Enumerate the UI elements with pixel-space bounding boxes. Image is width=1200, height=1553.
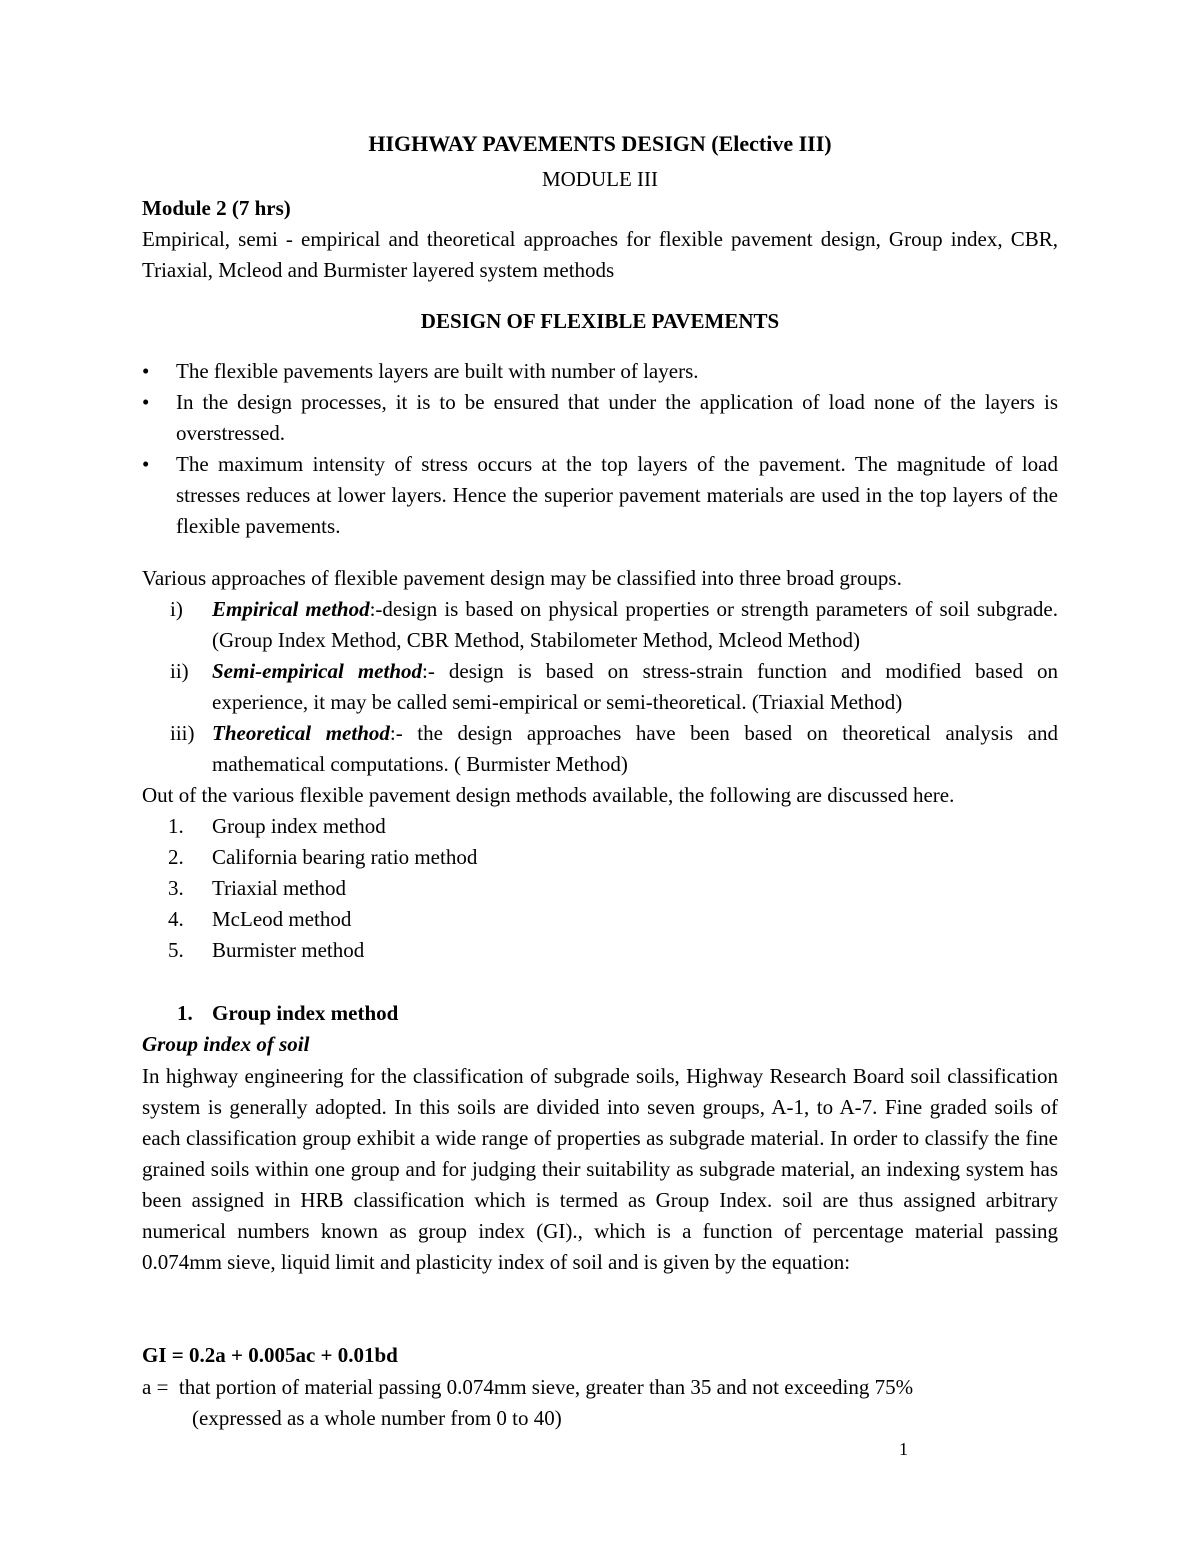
group-index-paragraph: In highway engineering for the classification of subgrade soils, Highway Research Board soil classification system is generally adopted. In this soils are divided into seven groups, A-1, to A-7. Fine graded soils of each classification group exhibit a wide range of properties as subgrade material. In order to classify the fine grained soils within one group and for judging their suitability as subgrade material, an indexing system has been assigned in HRB classification which is termed as Group Index. soil are thus assigned arbitrary numerical numbers known as group index (GI)., which is a function of percentage material passing 0.074mm sieve, liquid limit and plasticity index of soil and is given by the equation: xyxy=(142,1064,1058,1274)
definition-text: that portion of material passing 0.074mm sieve, greater than 35 and not exceeding 75% xyxy=(178,1375,914,1399)
methods-intro: Out of the various flexible pavement design methods available, the following are discussed here. xyxy=(142,783,955,807)
approaches-intro: Various approaches of flexible pavement design may be classified into three broad groups. xyxy=(142,566,902,590)
methods-list xyxy=(142,811,1058,966)
bullet-item: • The flexible pavements layers are built with number of layers. xyxy=(142,356,1058,387)
method-item: 5. Burmister method xyxy=(168,938,365,962)
subheading: Group index of soil xyxy=(142,1032,310,1056)
definition-label: a = xyxy=(142,1375,169,1399)
approach-item: iii) Theoretical method:- the design approaches have been based on theoretical analysis and mathematical computations. ( Burmister Method) xyxy=(170,721,1058,776)
approach-item: i) Empirical method:-design is based on physical properties or strength parameters of soil subgrade.(Group Index Method, CBR Method, Stabilometer Method, Mcleod Method) xyxy=(170,597,1058,652)
method-item: 1. Group index method xyxy=(168,814,386,838)
section-title: DESIGN OF FLEXIBLE PAVEMENTS xyxy=(420,309,780,333)
definition-a xyxy=(142,1372,1058,1434)
approach-name: Theoretical method xyxy=(212,721,390,745)
bullet-item: • In the design processes, it is to be ensured that under the application of load none of the layers is overstressed. xyxy=(142,387,1058,449)
bullet-icon: • xyxy=(142,390,150,414)
syllabus-paragraph: Empirical, semi - empirical and theoretical approaches for flexible pavement design, Group index, CBR, Triaxial, Mcleod and Burmister layered system methods xyxy=(142,227,1058,282)
module-subheading: Module 2 (7 hrs) xyxy=(142,196,291,220)
method-item: 4. McLeod method xyxy=(168,907,352,931)
document-title: HIGHWAY PAVEMENTS DESIGN (Elective III) xyxy=(368,131,832,156)
section-1-heading: 1. Group index method xyxy=(177,1001,399,1025)
method-item: 3. Triaxial method xyxy=(168,876,346,900)
module-heading: MODULE III xyxy=(541,167,659,191)
bullet-item: • The maximum intensity of stress occurs at the top layers of the pavement. The magnitude of load stresses reduces at lower layers. Hence the superior pavement materials are used in the top layers of the flexible pavements. xyxy=(142,449,1058,542)
definition-continuation: (expressed as a whole number from 0 to 40) xyxy=(192,1406,562,1430)
bullet-icon: • xyxy=(142,359,150,383)
page-number: 1 xyxy=(899,1439,908,1459)
approach-name: Semi-empirical method xyxy=(212,659,423,683)
bullet-icon: • xyxy=(142,452,150,476)
approaches-list xyxy=(142,594,1058,780)
method-item: 2. California bearing ratio method xyxy=(168,845,478,869)
gi-equation: GI = 0.2a + 0.005ac + 0.01bd xyxy=(142,1343,398,1367)
bullet-list xyxy=(142,356,1058,542)
approach-item: ii) Semi-empirical method:- design is based on stress-strain function and modified based on experience, it may be called semi-empirical or semi-theoretical. (Triaxial Method) xyxy=(170,659,1058,714)
approach-name: Empirical method xyxy=(212,597,370,621)
